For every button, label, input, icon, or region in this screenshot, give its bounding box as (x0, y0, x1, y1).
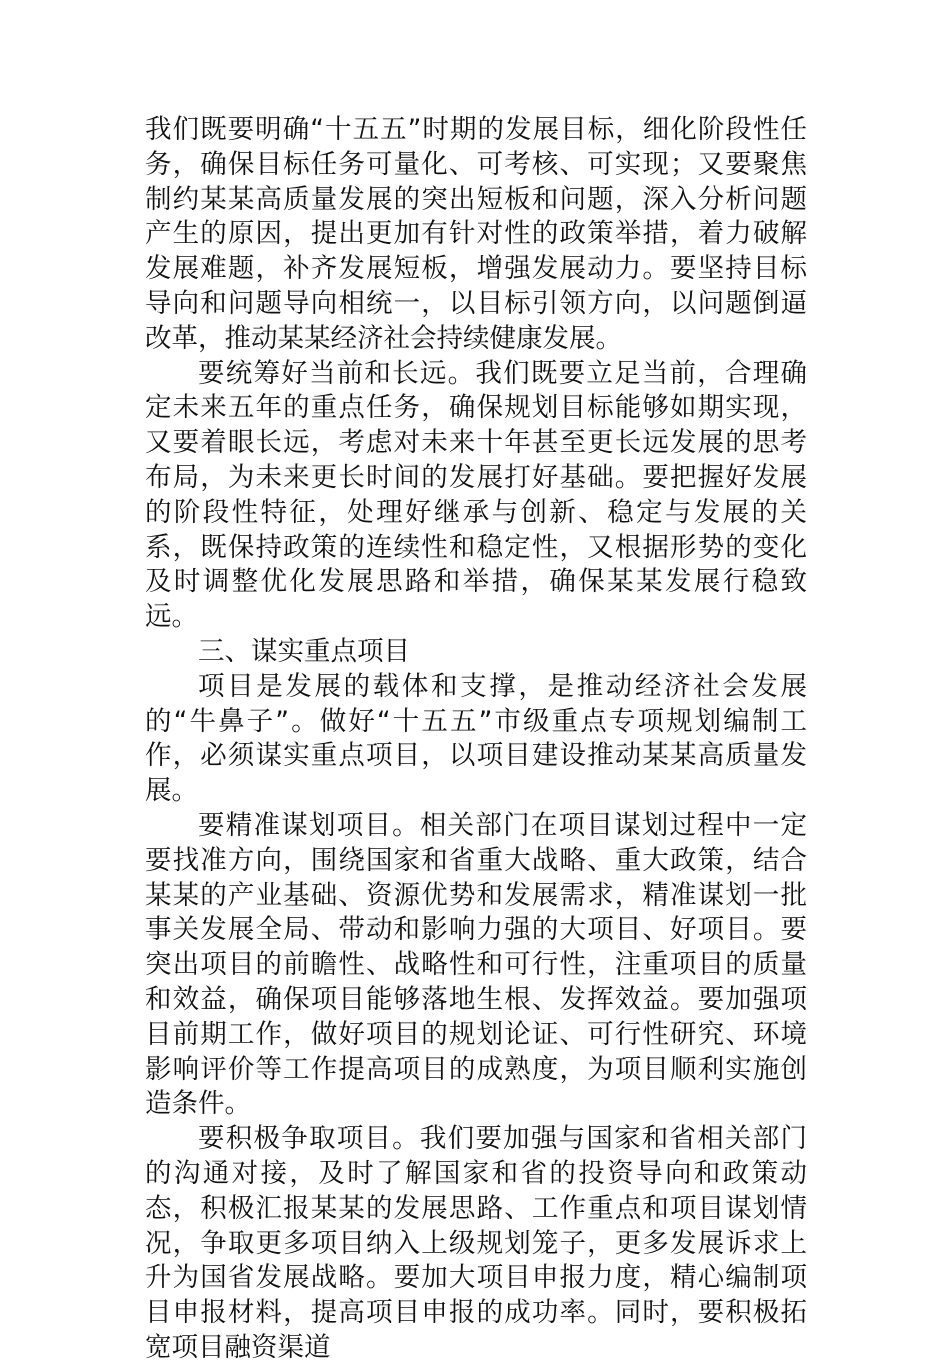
paragraph-balance-present-future: 要统筹好当前和长远。我们既要立足当前，合理确定未来五年的重点任务，确保规划目标能够如期实现，又要着眼长远，考虑对未来十年甚至更长远发展的思考布局，为未来更长时间的发展打好基础。要把握好发展的阶段性特征，处理好继承与创新、稳定与发展的关系，既保持政策的连续性和稳定性，又根据形势的变化及时调整优化发展思路和举措，确保某某发展行稳致远。 (145, 357, 807, 633)
document-body (145, 113, 807, 1366)
paragraph-projects-intro: 项目是发展的载体和支撑，是推动经济社会发展的“牛鼻子”。做好“十五五”市级重点专项规划编制工作，必须谋实重点项目，以项目建设推动某某高质量发展。 (145, 670, 807, 807)
paragraph-seek-projects: 要积极争取项目。我们要加强与国家和省相关部门的沟通对接，及时了解国家和省的投资导向和政策动态，积极汇报某某的发展思路、工作重点和项目谋划情况，争取更多项目纳入上级规划笼子，更多发展诉求上升为国省发展战略。要加大项目申报力度，精心编制项目申报材料，提高项目申报的成功率。同时，要积极拓宽项目融资渠道 (145, 1123, 807, 1363)
section-heading-key-projects: 三、谋实重点项目 (198, 635, 410, 667)
paragraph-plan-projects: 要精准谋划项目。相关部门在项目谋划过程中一定要找准方向，围绕国家和省重大战略、重大政策，结合某某的产业基础、资源优势和发展需求，精准谋划一批事关发展全局、带动和影响力强的大项目、好项目。要突出项目的前瞻性、战略性和可行性，注重项目的质量和效益，确保项目能够落地生根、发挥效益。要加强项目前期工作，做好项目的规划论证、可行性研究、环境影响评价等工作提高项目的成熟度，为项目顺利实施创造条件。 (145, 809, 807, 1120)
paragraph-continuation: 我们既要明确“十五五”时期的发展目标，细化阶段性任务，确保目标任务可量化、可考核、可实现；又要聚焦制约某某高质量发展的突出短板和问题，深入分析问题产生的原因，提出更加有针对性的政策举措，着力破解发展难题，补齐发展短板，增强发展动力。要坚持目标导向和问题导向相统一，以目标引领方向，以问题倒逼改革，推动某某经济社会持续健康发展。 (145, 114, 807, 354)
